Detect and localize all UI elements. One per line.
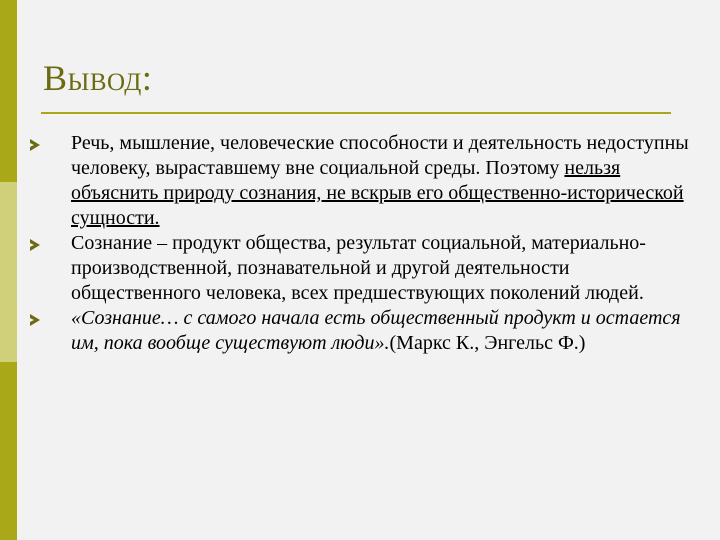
bullet-citation-text: (Маркс К., Энгельс Ф.) (389, 332, 586, 354)
bullet-list (30, 131, 690, 356)
left-accent-bar (0, 0, 17, 540)
title-underline-rule (41, 112, 671, 114)
bullet-text: Сознание – продукт общества, результат социальной, материально-производственной, познавательной и другой деятельности общественного человека, всех предшествующих поколений людей. (71, 232, 646, 304)
bullet-item (30, 231, 690, 306)
bullet-underlined-text: нельзя объяснить природу сознания, не вскрыв его общественно-исторической сущности. (71, 157, 684, 229)
bullet-item (30, 131, 690, 231)
arrow-bullet-icon (30, 139, 40, 151)
accent-bar-segment (0, 182, 17, 362)
bullet-quote-text: «Сознание… с самого начала есть общественный продукт и остается им, пока вообще существуют люди». (71, 307, 681, 354)
arrow-bullet-icon (30, 239, 40, 251)
accent-bar-segment (0, 362, 17, 540)
bullet-item (30, 306, 690, 356)
accent-bar-segment (0, 0, 17, 182)
arrow-bullet-icon (30, 314, 40, 326)
slide-title: Вывод: (43, 58, 153, 98)
bullet-text: Речь, мышление, человеческие способности и деятельность недоступны человеку, выраставшему вне социальной среды. Поэтому (71, 132, 689, 179)
